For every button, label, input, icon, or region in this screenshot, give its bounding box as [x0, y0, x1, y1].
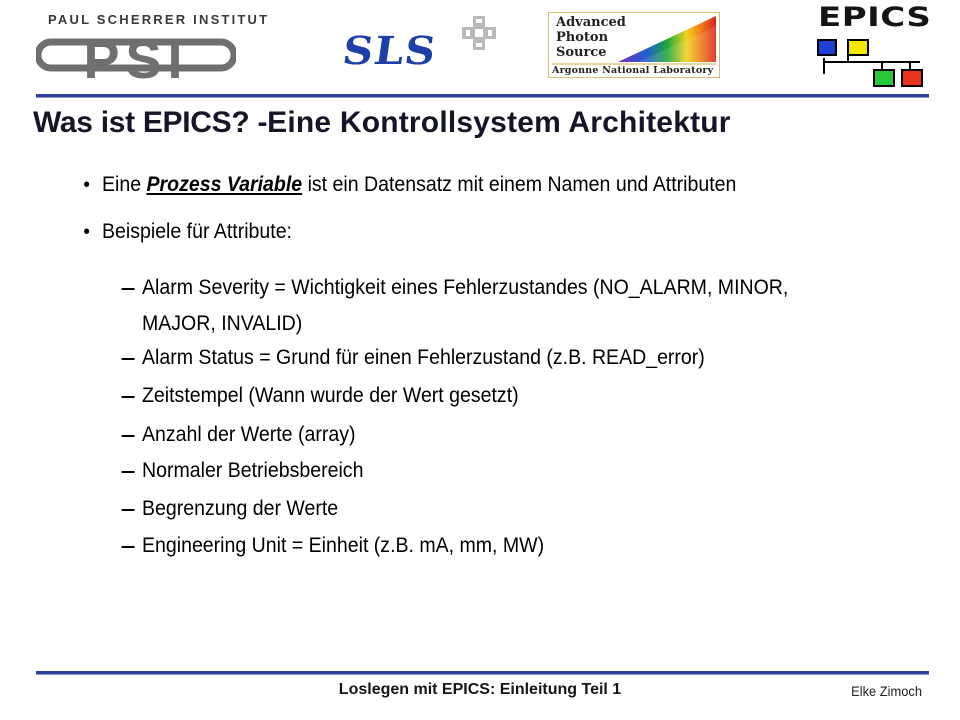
aps-line: Advanced — [556, 15, 626, 30]
bullet-suffix: ist ein Datensatz mit einem Namen und Attributen — [302, 173, 737, 196]
psi-logo — [36, 26, 236, 88]
sub-item-text: Alarm Severity = Wichtigkeit eines Fehlerzustandes (NO_ALARM, MINOR, — [142, 276, 789, 299]
sub-item-text: Normaler Betriebsbereich — [142, 459, 364, 482]
bullet-dot: • — [83, 174, 90, 196]
sub-item-text: MAJOR, INVALID) — [142, 312, 303, 335]
sub-item-limits — [142, 496, 338, 522]
dash-marker — [122, 358, 135, 360]
sls-logo: SLS — [339, 27, 440, 74]
aps-title — [556, 15, 626, 60]
sub-item-text: Begrenzung der Werte — [142, 497, 339, 520]
psi-logo-letters: PSI — [83, 30, 189, 88]
epics-logo-text: EPICS — [818, 2, 932, 34]
bullet-dot: • — [83, 221, 90, 243]
bullet-examples — [83, 219, 292, 245]
sub-item-text: Engineering Unit = Einheit (z.B. mA, mm, MW) — [142, 534, 545, 557]
epics-network-icon — [810, 34, 930, 94]
slide-title-part1: Was ist EPICS? - — [33, 106, 268, 139]
footer-divider — [36, 671, 929, 675]
argonne-label: Argonne National Laboratory — [552, 65, 714, 76]
aps-line: Source — [556, 45, 607, 60]
sub-item-text: Anzahl der Werte (array) — [142, 423, 356, 446]
slide-title-part2: Eine Kontrollsystem Architektur — [267, 106, 731, 139]
sub-item-timestamp — [142, 383, 519, 409]
dash-marker — [122, 435, 135, 437]
dash-marker — [122, 288, 135, 290]
bullet-process-variable — [83, 172, 737, 198]
dash-marker — [122, 396, 135, 398]
dash-marker — [122, 509, 135, 511]
header-divider — [36, 94, 929, 98]
sub-item-alarm-severity — [142, 275, 788, 301]
footer-author: Elke Zimoch — [851, 683, 922, 699]
bullet-text: Beispiele für Attribute: — [102, 220, 292, 243]
sls-cross-mark — [462, 16, 496, 50]
aps-line: Photon — [556, 30, 609, 45]
sub-item-alarm-severity-cont — [142, 311, 302, 337]
footer-title: Loslegen mit EPICS: Einleitung Teil 1 — [338, 681, 622, 698]
sub-item-alarm-status — [142, 345, 705, 371]
slide-title — [33, 106, 731, 140]
dash-marker — [122, 471, 135, 473]
sub-item-text: Alarm Status = Grund für einen Fehlerzustand (z.B. READ_error) — [142, 346, 705, 369]
sub-item-operating-range — [142, 458, 363, 484]
sub-item-count — [142, 422, 355, 448]
sub-item-text: Zeitstempel (Wann wurde der Wert gesetzt) — [142, 384, 519, 407]
psi-institute-name: PAUL SCHERRER INSTITUT — [48, 12, 270, 27]
bullet-prefix: Eine — [102, 173, 147, 196]
process-variable-term: Prozess Variable — [146, 173, 303, 196]
dash-marker — [122, 546, 135, 548]
sub-item-engineering-unit — [142, 533, 544, 559]
